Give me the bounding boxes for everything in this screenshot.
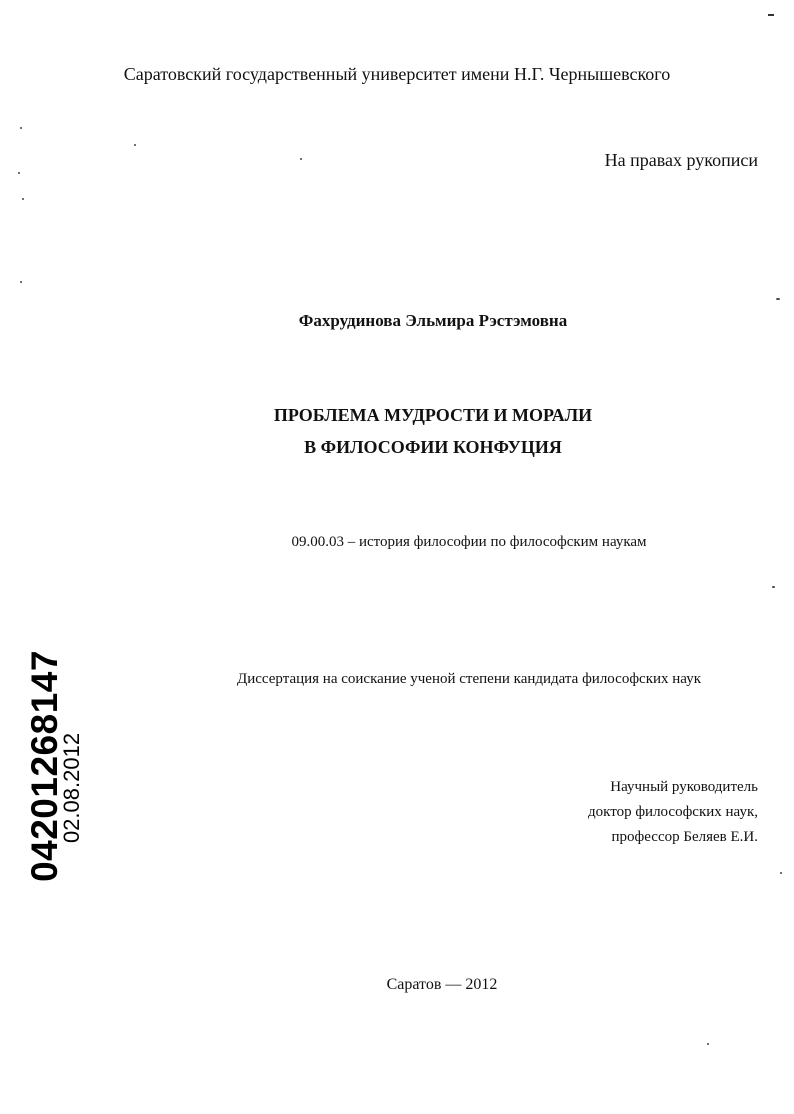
specialty-code: 09.00.03 – история философии по философским наукам [291,534,647,550]
scan-speck [707,1043,709,1045]
scan-speck [776,298,780,300]
scan-speck [20,127,22,129]
scan-speck [134,144,136,146]
dissertation-title-line-2: В ФИЛОСОФИИ КОНФУЦИЯ [304,437,562,457]
advisor-name: профессор Беляев Е.И. [611,829,758,845]
scan-speck [22,198,24,200]
rights-notice: На правах рукописи [604,150,758,170]
dissertation-title-line-1: ПРОБЛЕМА МУДРОСТИ И МОРАЛИ [273,405,593,425]
scan-speck [300,158,302,160]
advisor-degree: доктор философских наук, [588,804,758,820]
dissertation-type: Диссертация на соискание ученой степени кандидата философских наук [236,671,701,687]
city-year: Саратов — 2012 [386,976,498,993]
university-name: Саратовский государственный университет имени Н.Г. Чернышевского [123,64,671,84]
scan-speck [772,586,775,588]
advisor-role: Научный руководитель [610,779,758,795]
library-stamp-date: 02.08.2012 [59,732,84,844]
author-name: Фахрудинова Эльмира Рэстэмовна [298,311,568,330]
scan-speck [18,172,20,174]
scan-speck [780,872,782,874]
scan-speck [768,14,774,16]
scan-speck [20,281,22,283]
library-stamp-code: 04201268147 [24,650,65,882]
